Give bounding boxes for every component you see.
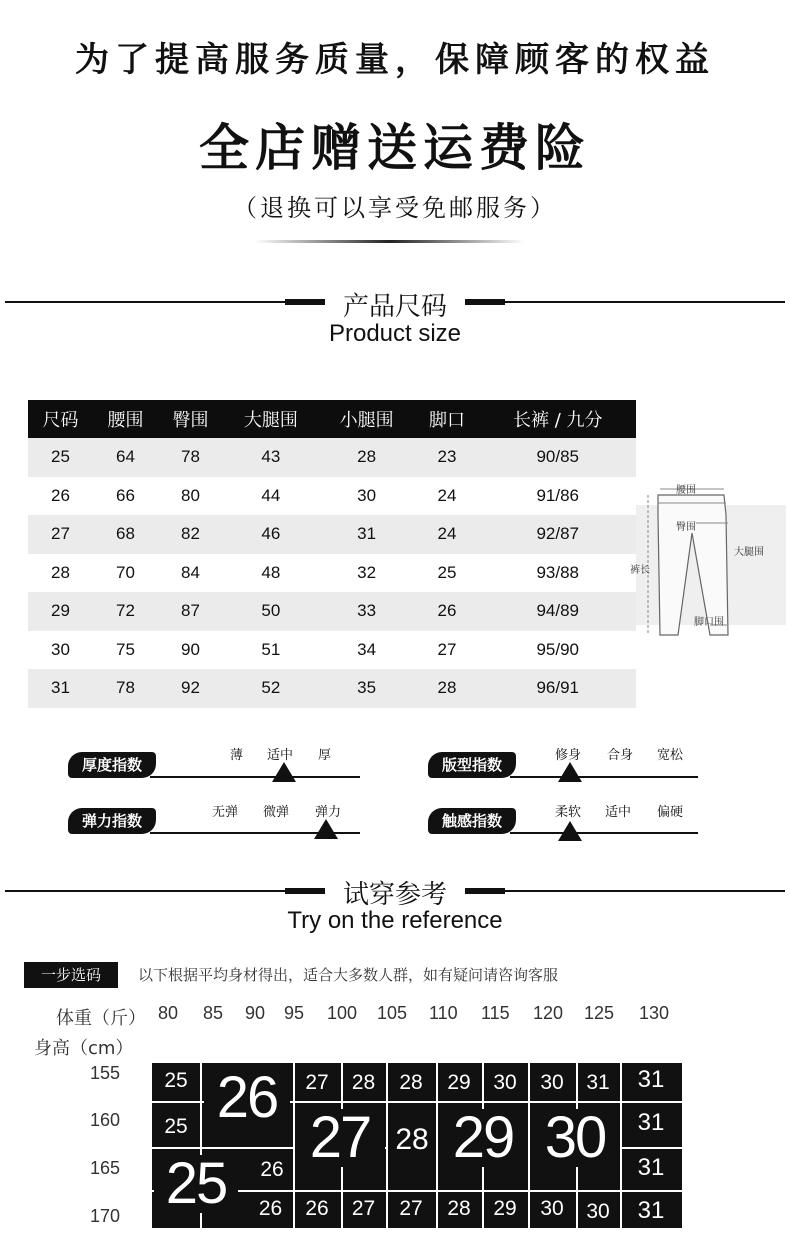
grid-cell-merged: 29 bbox=[438, 1109, 528, 1167]
pants-diagram bbox=[630, 475, 786, 650]
grid-cell: 31 bbox=[637, 1109, 665, 1136]
label-hem: 脚口围 bbox=[694, 617, 724, 628]
section-rule-right-thick bbox=[465, 299, 505, 305]
col-hem: 脚口 bbox=[414, 400, 479, 438]
section-rule-left bbox=[5, 301, 285, 303]
fit-index-label: 版型指数 bbox=[428, 752, 516, 778]
thickness-scale bbox=[150, 776, 360, 778]
weight-tick: 120 bbox=[533, 1003, 564, 1023]
weight-tick: 130 bbox=[639, 1003, 670, 1023]
grid-cell: 28 bbox=[351, 1071, 376, 1094]
grid-cell: 30 bbox=[586, 1200, 610, 1223]
grid-cell: 31 bbox=[637, 1066, 665, 1093]
fit-option: 宽松 bbox=[657, 748, 684, 763]
header-divider bbox=[255, 240, 525, 243]
touch-index-label: 触感指数 bbox=[428, 808, 516, 834]
weight-tick: 125 bbox=[584, 1003, 615, 1023]
table-row: 31 78 92 52 35 28 96/91 bbox=[28, 669, 636, 708]
thickness-indicator bbox=[272, 762, 296, 782]
thickness-option: 适中 bbox=[267, 748, 294, 763]
weight-tick: 95 bbox=[284, 1003, 305, 1023]
col-length: 长裤 / 九分 bbox=[479, 400, 636, 438]
thickness-option: 薄 bbox=[230, 748, 244, 763]
size-table bbox=[28, 400, 636, 708]
grid-cell: 29 bbox=[447, 1071, 471, 1094]
weight-tick: 115 bbox=[481, 1003, 510, 1023]
grid-cell: 26 bbox=[258, 1197, 283, 1220]
section-rule-right bbox=[505, 301, 785, 303]
elasticity-option: 微弹 bbox=[263, 805, 290, 820]
tryon-section-title: 试穿参考 bbox=[342, 880, 447, 910]
step-badge: 一步选码 bbox=[24, 962, 118, 988]
fit-indicator bbox=[558, 762, 582, 782]
fit-option: 合身 bbox=[607, 748, 634, 763]
table-row: 30 75 90 51 34 27 95/90 bbox=[51, 639, 579, 659]
tryon-section-subtitle: Try on the reference bbox=[287, 907, 503, 934]
grid-cell: 25 bbox=[164, 1115, 188, 1138]
fit-scale bbox=[510, 776, 698, 778]
grid-cell: 31 bbox=[637, 1197, 665, 1224]
fit-option: 修身 bbox=[555, 748, 582, 763]
grid-cell: 31 bbox=[586, 1071, 610, 1094]
col-calf: 小腿围 bbox=[319, 400, 415, 438]
grid-cell: 25 bbox=[164, 1069, 188, 1092]
grid-cell: 26 bbox=[260, 1158, 284, 1181]
label-length: 裤长 bbox=[630, 565, 650, 576]
col-hip: 臀围 bbox=[158, 400, 223, 438]
weight-axis-label: 体重（斤） bbox=[56, 1008, 146, 1029]
tryon-note: 以下根据平均身材得出，适合大多数人群，如有疑问请咨询客服 bbox=[138, 966, 559, 984]
size-section-title: 产品尺码 bbox=[342, 292, 447, 322]
weight-tick: 110 bbox=[429, 1003, 458, 1023]
grid-cell: 28 bbox=[447, 1197, 471, 1220]
grid-cell: 30 bbox=[540, 1197, 564, 1220]
grid-cell: 28 bbox=[399, 1071, 423, 1094]
touch-option: 适中 bbox=[605, 805, 632, 820]
label-hip: 臀围 bbox=[676, 522, 696, 533]
grid-cell: 26 bbox=[305, 1197, 329, 1220]
height-axis-label: 身高（cm） bbox=[34, 1038, 134, 1059]
height-tick: 155 bbox=[90, 1063, 121, 1083]
touch-scale bbox=[510, 832, 698, 834]
elasticity-option: 无弹 bbox=[212, 805, 239, 820]
grid-cell-merged: 30 bbox=[530, 1109, 620, 1167]
grid-cell-merged: 27 bbox=[295, 1109, 385, 1167]
table-row: 28 70 84 48 32 25 93/88 bbox=[51, 562, 579, 582]
section-rule-left-thick bbox=[285, 888, 325, 894]
height-tick: 170 bbox=[90, 1206, 121, 1226]
grid-cell: 27 bbox=[399, 1197, 423, 1220]
header-line-3: （退换可以享受免邮服务） bbox=[233, 194, 557, 222]
touch-option: 偏硬 bbox=[657, 805, 684, 820]
elasticity-index-label: 弹力指数 bbox=[68, 808, 156, 834]
header-line-1: 为了提高服务质量，保障顾客的权益 bbox=[75, 40, 715, 80]
label-waist: 腰围 bbox=[676, 485, 696, 496]
grid-cell-merged: 28 bbox=[388, 1125, 436, 1155]
table-row: 29 72 87 50 33 26 94/89 bbox=[28, 592, 636, 631]
header-line-2: 全店赠送运费险 bbox=[199, 118, 591, 177]
section-rule-left-thick bbox=[285, 299, 325, 305]
grid-cell: 29 bbox=[493, 1197, 517, 1220]
size-section-subtitle: Product size bbox=[328, 320, 462, 347]
weight-tick: 100 bbox=[327, 1003, 358, 1023]
height-tick: 165 bbox=[90, 1158, 121, 1178]
grid-cell: 27 bbox=[305, 1071, 329, 1094]
grid-cell: 31 bbox=[637, 1154, 665, 1181]
thickness-index-label: 厚度指数 bbox=[68, 752, 156, 778]
table-row: 27 68 82 46 31 24 92/87 bbox=[28, 515, 636, 554]
thickness-option: 厚 bbox=[318, 748, 332, 763]
section-rule-right-thick bbox=[465, 888, 505, 894]
section-rule-left bbox=[5, 890, 285, 892]
section-rule-right bbox=[505, 890, 785, 892]
touch-indicator bbox=[558, 821, 582, 841]
height-tick: 160 bbox=[90, 1110, 121, 1130]
col-thigh: 大腿围 bbox=[223, 400, 319, 438]
touch-option: 柔软 bbox=[555, 805, 582, 820]
label-thigh: 大腿围 bbox=[734, 547, 764, 558]
weight-tick: 90 bbox=[245, 1003, 266, 1023]
col-waist: 腰围 bbox=[93, 400, 158, 438]
grid-cell: 27 bbox=[351, 1197, 376, 1220]
size-recommendation-grid bbox=[152, 1063, 682, 1228]
elasticity-indicator bbox=[314, 819, 338, 839]
weight-tick: 80 bbox=[158, 1003, 179, 1023]
weight-tick: 85 bbox=[203, 1003, 224, 1023]
grid-cell-merged: 25 bbox=[154, 1155, 238, 1213]
grid-cell: 30 bbox=[493, 1071, 517, 1094]
grid-cell-merged: 26 bbox=[204, 1069, 290, 1127]
elasticity-option: 弹力 bbox=[315, 805, 342, 820]
table-row: 26 66 80 44 30 24 91/86 bbox=[51, 485, 579, 505]
table-row: 25 64 78 43 28 23 90/85 bbox=[28, 438, 636, 477]
weight-tick: 105 bbox=[377, 1003, 408, 1023]
col-size: 尺码 bbox=[28, 400, 93, 438]
grid-cell: 30 bbox=[540, 1071, 564, 1094]
